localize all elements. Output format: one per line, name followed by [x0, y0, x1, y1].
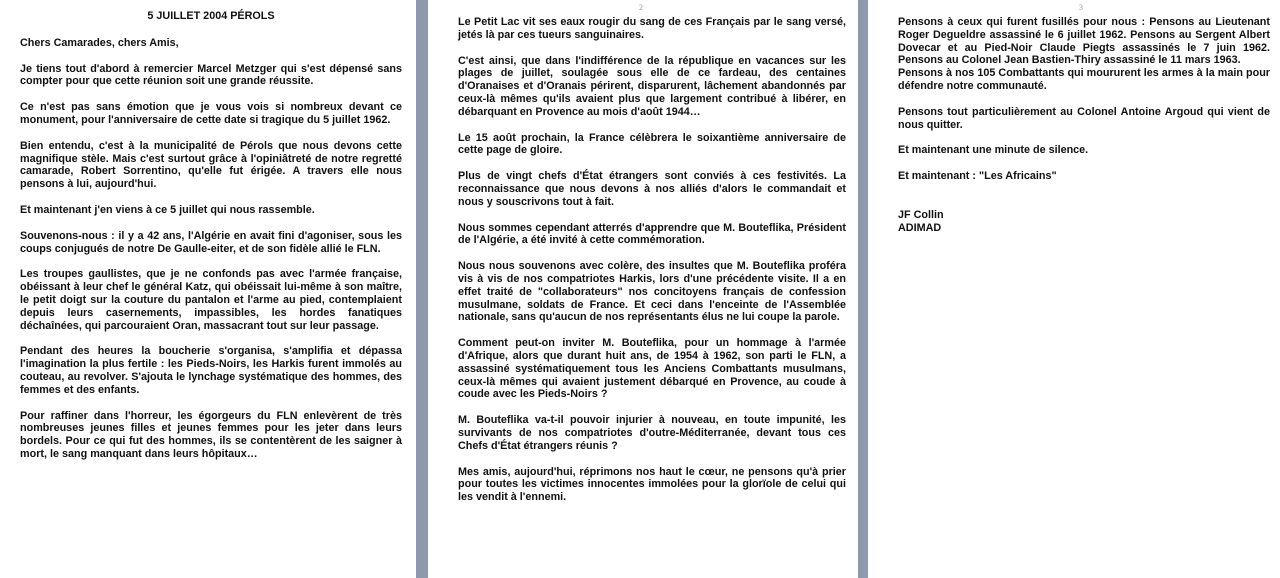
document-title: 5 JUILLET 2004 PÉROLS [147, 10, 275, 22]
paragraph: Ce n'est pas sans émotion que je vous vois si nombreux devant ce monument, pour l'anniversaire de cette date si tragique du 5 juillet 1962. [20, 101, 402, 126]
paragraph: Plus de vingt chefs d'État étrangers sont conviés à ces festivités. La reconnaissance que nous devons à nos alliés d'alors le commandait et nous y souscrivons tout à fait. [458, 170, 846, 208]
paragraph: Et maintenant une minute de silence. [898, 144, 1089, 157]
paragraph: Souvenons-nous : il y a 42 ans, l'Algérie en avait fini d'agoniser, sous les coups conjugués de notre De Gaulle-eiter, et de son fidèle allié le FLN. [20, 229, 402, 255]
paragraph: Pour raffiner dans l'horreur, les égorgeurs du FLN enlevèrent de très nombreuses jeunes filles et jeunes femmes pour les jeter dans leurs bordels. Pour ce qui fut des hommes, ils se contentèrent de les saigner à mort, le sang manquant dans leurs hôpitaux… [20, 409, 402, 460]
paragraph: Bien entendu, c'est à la municipalité de Pérols que nous devons cette magnifique stèle. Mais c'est surtout grâce à l'opiniâtreté de notre regretté camarade, Robert Sorrentino, qu'elle fut érigée. A travers elle nous pensons à lui, aujourd'hui. [20, 139, 402, 191]
paragraph: Le Petit Lac vit ses eaux rougir du sang de ces Français par le sang versé, jetés là par ces tueurs sanguinaires. [458, 16, 846, 41]
paragraph: Le 15 août prochain, la France célèbrera le soixantième anniversaire de cette page de gloire. [458, 131, 846, 157]
document-page-1 [0, 0, 416, 578]
paragraph: Je tiens tout d'abord à remercier Marcel Metzger qui s'est dépensé sans compter pour que cette réunion soit une grande réussite. [20, 62, 402, 88]
paragraph: Pendant des heures la boucherie s'organisa, s'amplifia et dépassa l'imagination la plus fertile : les Pieds-Noirs, les Harkis furent immolés au couteau, au revolver. S'ajouta le lynchage systématique des hommes, des femmes et des enfants. [20, 345, 402, 396]
signature-name: JF Collin [898, 208, 944, 221]
paragraph: Chers Camarades, chers Amis, [20, 36, 179, 49]
document-page-3 [868, 0, 1280, 578]
signature-block [898, 209, 1270, 235]
paragraph: Nous nous souvenons avec colère, des insultes que M. Bouteflika proféra vis à vis de nos compatriotes Harkis, lors d'une précédente visite. Il a en effet traité de "collaborateurs" nos concitoyens français de confession musulmane, soldats de France. Et ceci dans l'enceinte de l'Assemblée nationale, sans qu'aucun de nos représentants élus ne lui coupe la parole. [458, 260, 846, 324]
page-number: 2 [639, 3, 643, 12]
paragraph: Pensons tout particulièrement au Colonel Antoine Argoud qui vient de nous quitter. [898, 105, 1270, 131]
paragraph: Les troupes gaullistes, que je ne confonds pas avec l'armée française, obéissant à leur chef le général Katz, qui obéissait lui-même à son maître, le petit doigt sur la couture du pantalon et l'arme au pied, contemplaient depuis leurs casernements, impassibles, les hordes fanatiques déchaînées, qui parcouraient Oran, massacrant tout sur leur passage. [20, 268, 402, 332]
paragraph: Mes amis, aujourd'hui, réprimons nos haut le cœur, ne pensons qu'à prier pour toutes les victimes innocentes immolées pour la glorïole de celui qui les vendit à l'ennemi. [458, 465, 846, 504]
paragraph: Et maintenant : "Les Africains" [898, 170, 1057, 183]
paragraph: Pensons à ceux qui furent fusillés pour nous : Pensons au Lieutenant Roger Degueldre assassiné le 6 juillet 1962. Pensons au Sergent Albert Dovecar et au Pied-Noir Claude Piegts assassinés le 7 juin 1962. Pensons au Colonel Jean Bastien-Thiry assassiné le 11 mars 1963. Pensons à nos 105 Combattants qui moururent les armes à la main pour défendre notre communauté. [898, 16, 1270, 92]
page-number: 3 [1079, 3, 1083, 12]
signature-organization: ADIMAD [898, 221, 942, 234]
paragraph: C'est ainsi, que dans l'indifférence de la république en vacances sur les plages de juillet, soulagée sous elle de ce fardeau, des centaines d'Oranaises et d'Oranais périrent, disparurent, lâchement abandonnés par ceux-là mêmes qu'ils avaient plus que largement contribué à libérer, en débarquant en Provence au mois d'août 1944… [458, 54, 846, 118]
paragraph: Comment peut-on inviter M. Bouteflika, pour un hommage à l'armée d'Afrique, alors que durant huit ans, de 1954 à 1962, son parti le FLN, a assassiné systématiquement tous les Anciens Combattants musulmans, ceux-là mêmes qui avaient justement débarqué en Provence, au coude à coude avec les Pieds-Noirs ? [458, 337, 846, 401]
document-page-2 [428, 0, 858, 578]
paragraph: M. Bouteflika va-t-il pouvoir injurier à nouveau, en toute impunité, les survivants de nos compatriotes d'outre-Méditerranée, devant tous ces Chefs d'État étrangers réunis ? [458, 414, 846, 452]
paragraph: Nous sommes cependant atterrés d'apprendre que M. Bouteflika, Président de l'Algérie, a été invité à cette commémoration. [458, 221, 846, 247]
paragraph: Et maintenant j'en viens à ce 5 juillet qui nous rassemble. [20, 203, 315, 216]
